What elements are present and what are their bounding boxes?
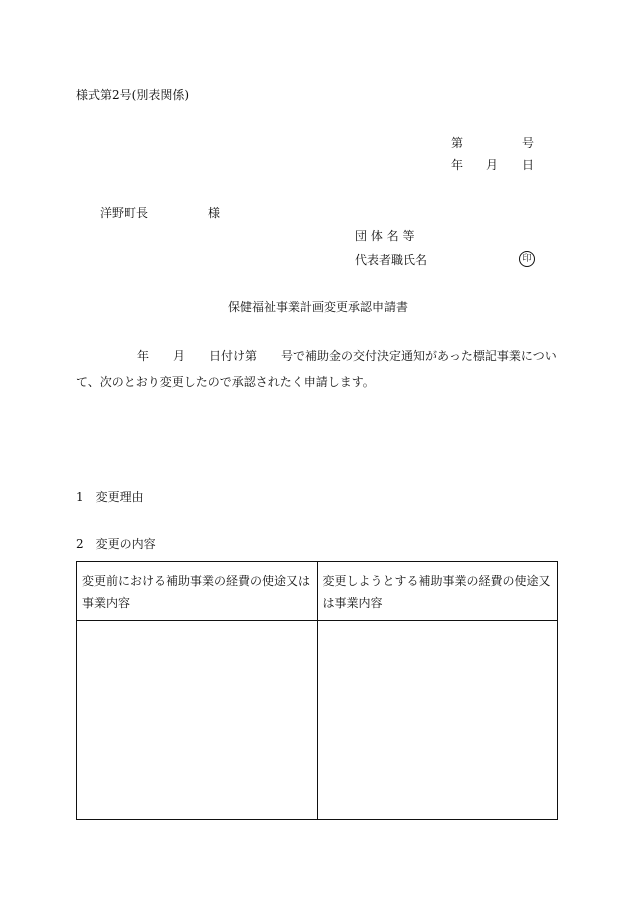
form-number: 様式第2号(別表関係): [76, 88, 189, 102]
body-paragraph: [76, 343, 566, 395]
addressee-honorific: 様: [208, 206, 221, 220]
date-day: 日: [522, 158, 535, 172]
body-year: 年: [137, 349, 150, 363]
after-content-cell[interactable]: [317, 621, 558, 820]
doc-number-go: 号: [522, 136, 535, 150]
body-month: 月: [173, 349, 186, 363]
body-date-ref: 日付け第: [209, 349, 258, 363]
doc-number-dai: 第: [451, 136, 464, 150]
date-year: 年: [451, 158, 464, 172]
document-title: 保健福祉事業計画変更承認申請書: [228, 300, 409, 314]
seal-mark: 印: [519, 251, 535, 267]
change-content-table: [76, 561, 558, 820]
applicant-rep-label: 代表者職氏名: [355, 253, 428, 267]
after-header: 変更しようとする補助事業の経費の使途又は事業内容: [317, 562, 558, 621]
addressee-name: 洋野町長: [100, 206, 149, 220]
section-change-reason: 1 変更理由: [76, 490, 144, 504]
section-change-content: 2 変更の内容: [76, 537, 156, 551]
applicant-org-label: 団 体 名 等: [355, 229, 415, 243]
body-text: 号で補助金の交付決定通知があった標記事業につい: [281, 349, 557, 363]
date-month: 月: [486, 158, 499, 172]
before-header: 変更前における補助事業の経費の使途又は事業内容: [77, 562, 318, 621]
before-content-cell[interactable]: [77, 621, 318, 820]
body-line2: て、次のとおり変更したので承認されたく申請します。: [76, 375, 375, 389]
